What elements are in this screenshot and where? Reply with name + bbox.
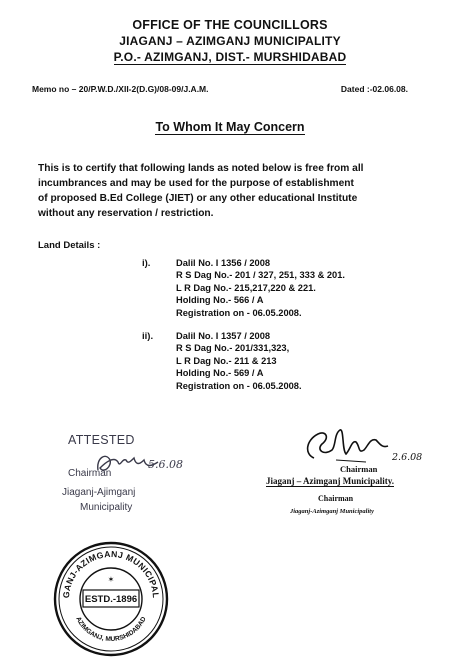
body-line: This is to certify that following lands as noted below is free from all [38, 163, 364, 174]
entry-numeral: ii). [142, 331, 154, 342]
entry-deed: Dalil No. I 1356 / 2008 [176, 258, 271, 268]
signature-org [266, 476, 394, 486]
chairman-signature-icon [296, 420, 392, 470]
memo-date: Dated :-02.06.08. [340, 84, 408, 94]
attested-label: ATTESTED [68, 433, 135, 447]
attested-org-line1: Jiaganj-Ajimganj [62, 487, 136, 498]
subject-heading [0, 120, 460, 134]
entry-rs-dag: R S Dag No.- 201 / 327, 251, 333 & 201. [176, 270, 345, 281]
memo-number: Memo no – 20/P.W.D./XII-2(D.G)/08-09/J.A.M. [32, 84, 209, 94]
land-entry [176, 257, 345, 319]
entry-deed: Dalil No. I 1357 / 2008 [176, 331, 271, 341]
letterhead-office: OFFICE OF THE COUNCILLORS [132, 18, 328, 32]
entry-registration: Registration on - 06.05.2008. [176, 307, 302, 318]
office-stamp-title: Chairman [318, 494, 354, 503]
entry-lr-dag: L R Dag No.- 215,217,220 & 221. [176, 282, 316, 293]
signature-date: 2.6.08 [392, 452, 423, 463]
body-line: of proposed B.Ed College (JIET) or any other educational Institute [38, 193, 358, 204]
seal-ring-text: JIAGANJ-AZIMGANJ MUNICIPALITY [48, 532, 162, 599]
municipality-seal-icon [48, 532, 170, 658]
attested-date: 5.6.08 [148, 458, 183, 471]
letterhead-address-text: P.O.- AZIMGANJ, DIST.- MURSHIDABAD [113, 50, 347, 64]
entry-holding: Holding No.- 569 / A [176, 368, 264, 379]
signature-org-text: Jiaganj – Azimganj Municipality. [266, 476, 395, 486]
letterhead-address [0, 50, 460, 64]
entry-rs-dag: R S Dag No.- 201/331,323, [176, 343, 290, 354]
land-details-label: Land Details : [38, 240, 101, 251]
entry-holding: Holding No.- 566 / A [176, 295, 264, 306]
signature-title: Chairman [340, 464, 378, 474]
attested-title: Chairman [68, 468, 112, 479]
land-entry [176, 330, 302, 392]
attested-org-line2: Municipality [80, 502, 133, 513]
entry-lr-dag: L R Dag No.- 211 & 213 [176, 355, 277, 366]
seal-star-icon: ✶ [107, 575, 115, 584]
letterhead-municipality: JIAGANJ – AZIMGANJ MUNICIPALITY [119, 34, 341, 48]
entry-numeral: i). [142, 258, 151, 269]
subject-text: To Whom It May Concern [155, 120, 305, 134]
body-line: incumbrances and may be used for the purpose of establishment [38, 178, 354, 189]
seal-bottom-text: AZIMGANJ, MURSHIDABAD [74, 615, 148, 644]
body-line: without any reservation / restriction. [38, 208, 214, 219]
seal-estd-text: ESTD.-1896 [84, 594, 138, 605]
entry-registration: Registration on - 06.05.2008. [176, 380, 302, 391]
office-stamp-org: Jiaganj-Azimganj Municipality [290, 508, 374, 515]
